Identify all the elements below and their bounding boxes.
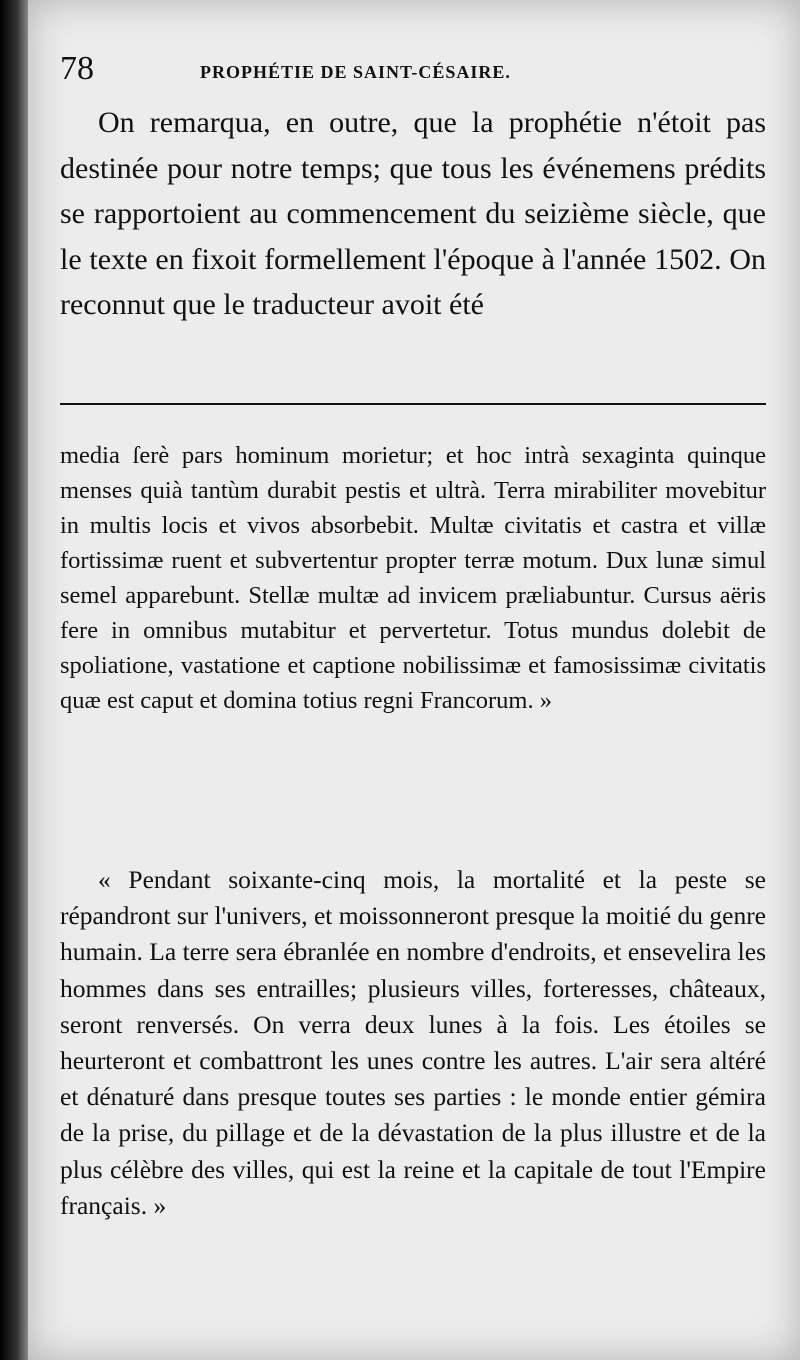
book-page bbox=[28, 0, 800, 1360]
french-translation-paragraph: « Pendant soixante-cinq mois, la mortalité et la peste se répandront sur l'univers, et moissonneront presque la moitié du genre humain. La terre sera ébranlée en nombre d'endroits, et ensevelira les hommes dans ses entrailles; plusieurs villes, forteresses, châteaux, seront renversés. On verra deux lunes à la fois. Les étoiles se heurteront et combattront les unes contre les autres. L'air sera altéré et dénaturé dans presque toutes ses parties : le monde entier gémira de la prise, du pillage et de la dévastation de la plus illustre et de la plus célèbre des villes, qui est la reine et la capitale de tout l'Empire français. » bbox=[60, 865, 766, 1220]
page-header bbox=[60, 52, 760, 92]
footnote-divider bbox=[60, 403, 766, 405]
main-text-paragraph: On remarqua, en outre, que la prophétie n'étoit pas destinée pour notre temps; que tous les événemens prédits se rapportoient au commencement du seizième siècle, que le texte en fixoit formellement l'époque à l'année 1502. On reconnut que le traducteur avoit été bbox=[60, 106, 766, 321]
page-number: 78 bbox=[60, 50, 94, 87]
latin-quotation-paragraph: media ſerè pars hominum morietur; et hoc intrà sexaginta quinque menses quià tantùm durabit pestis et ultrà. Terra mirabiliter movebitur in multis locis et vivos absorbebit. Multæ civitatis et castra et villæ fortissimæ ruent et subvertentur propter terræ motum. Dux lunæ simul semel apparebunt. Stellæ multæ ad invicem præliabuntur. Cursus aëris fere in omnibus mutabitur et pervertetur. Totus mundus dolebit de spoliatione, vastatione et captione nobilissimæ et famosissimæ civitatis quæ est caput et domina totius regni Francorum. » bbox=[60, 442, 766, 714]
book-gutter-shadow bbox=[0, 0, 28, 1360]
running-title: PROPHÉTIE DE SAINT-CÉSAIRE. bbox=[200, 62, 511, 82]
